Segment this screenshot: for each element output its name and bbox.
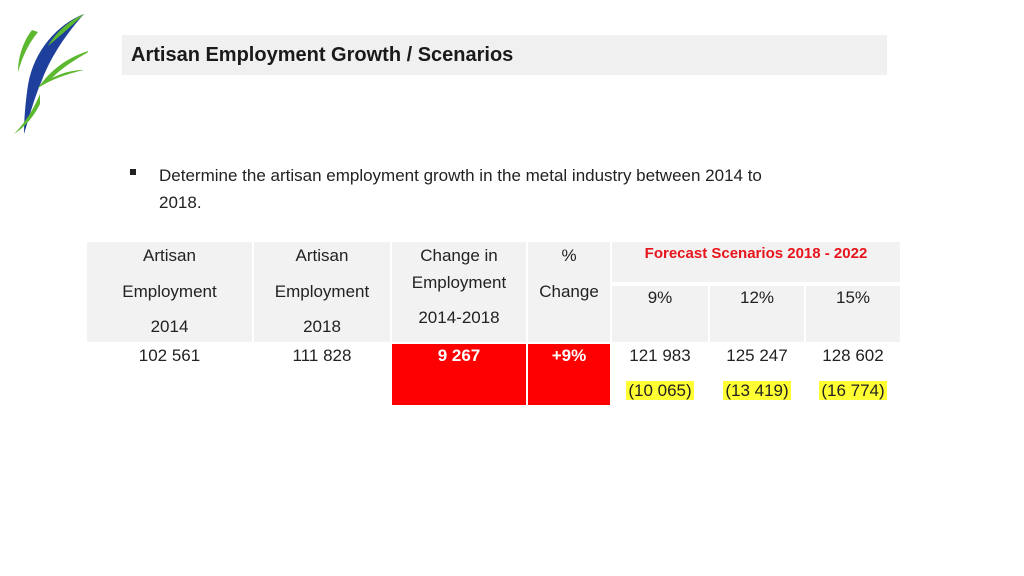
header-line: 2014-2018	[418, 308, 500, 327]
header-artisan-employment-2014	[87, 242, 252, 342]
forecast-difference-9	[612, 381, 708, 405]
value-text: +9%	[551, 346, 587, 365]
forecast-title: Forecast Scenarios 2018 - 2022	[644, 245, 868, 262]
header-line: Employment	[274, 282, 370, 301]
bullet-text: Determine the artisan employment growth in the metal industry between 2014 to 2018.	[159, 166, 762, 212]
value-emp-2018	[254, 346, 390, 370]
header-line: 2018	[303, 317, 341, 336]
scenario-header-15	[806, 286, 900, 342]
header-line: Artisan	[295, 246, 349, 265]
header-line: Artisan	[143, 246, 196, 265]
value-text: 125 247	[726, 346, 788, 365]
header-line: Change	[539, 282, 599, 301]
scenario-label: 12%	[739, 288, 775, 307]
scenario-label: 15%	[835, 288, 871, 307]
header-change-in-employment	[392, 242, 526, 342]
value-text: 9 267	[437, 346, 481, 365]
forecast-value-12	[710, 346, 804, 370]
company-logo	[8, 10, 88, 140]
forecast-value-9	[612, 346, 708, 370]
value-emp-2014	[87, 346, 252, 370]
scenario-header-12	[710, 286, 804, 342]
value-change-cell	[392, 344, 526, 405]
forecast-difference-12	[710, 381, 804, 405]
header-percent-change	[528, 242, 610, 342]
forecast-difference-15	[806, 381, 900, 405]
highlighted-difference: (16 774)	[821, 381, 885, 400]
value-text: 121 983	[629, 346, 691, 365]
value-pct-change-cell	[528, 344, 610, 405]
header-line: %	[561, 246, 577, 265]
header-line: Employment	[122, 282, 217, 301]
scenario-header-9	[612, 286, 708, 342]
bullet-square-icon	[130, 169, 136, 175]
value-text: 128 602	[822, 346, 884, 365]
slide-title: Artisan Employment Growth / Scenarios	[131, 43, 514, 66]
header-artisan-employment-2018	[254, 242, 390, 342]
header-line: 2014	[150, 317, 189, 336]
forecast-scenarios-header	[612, 242, 900, 282]
scenario-label: 9%	[647, 288, 673, 307]
value-text: 102 561	[138, 346, 201, 365]
header-line: Employment	[411, 273, 507, 292]
header-line: Change in	[420, 246, 498, 265]
value-text: 111 828	[292, 346, 352, 365]
title-bar	[122, 35, 887, 75]
highlighted-difference: (13 419)	[725, 381, 789, 400]
forecast-value-15	[806, 346, 900, 370]
highlighted-difference: (10 065)	[628, 381, 692, 400]
